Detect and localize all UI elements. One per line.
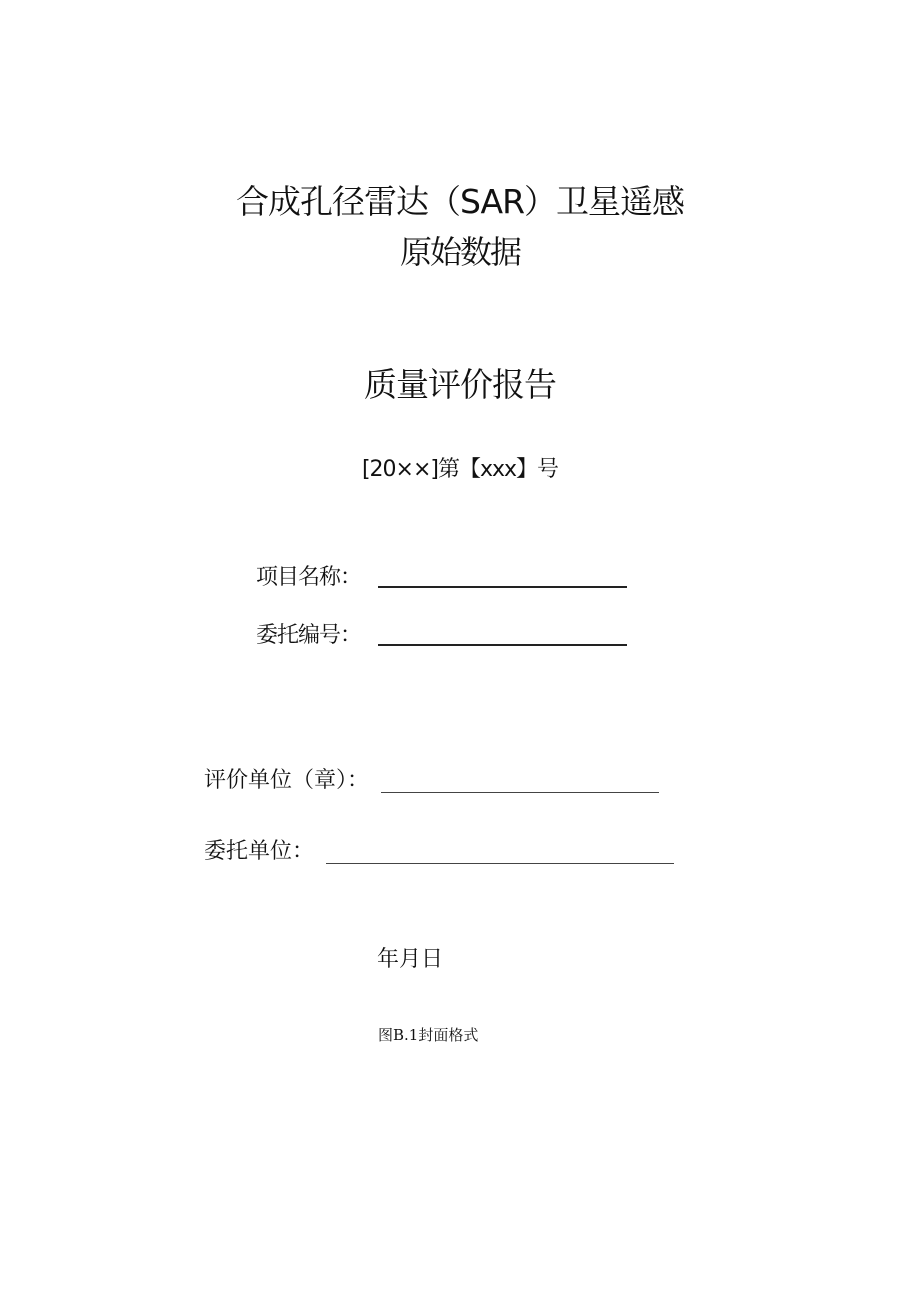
commission-number-blank-line[interactable] bbox=[378, 644, 627, 646]
figure-caption: 图B.1封面格式 bbox=[378, 1026, 479, 1044]
report-title: 质量评价报告 bbox=[364, 365, 556, 404]
commission-number-label: 委托编号： bbox=[256, 623, 362, 648]
project-name-field bbox=[256, 562, 627, 594]
report-number: [20××]第【xxx】号 bbox=[361, 457, 559, 482]
date-text: 年月日 bbox=[377, 947, 444, 972]
evaluation-unit-field bbox=[204, 765, 659, 797]
client-unit-label: 委托单位： bbox=[204, 839, 315, 864]
commission-number-field bbox=[256, 620, 627, 652]
client-unit-blank-line[interactable] bbox=[326, 863, 674, 864]
evaluation-unit-blank-line[interactable] bbox=[381, 792, 659, 793]
project-name-blank-line[interactable] bbox=[378, 586, 627, 588]
cover-title-line1: 合成孔径雷达（SAR）卫星遥感 bbox=[235, 182, 685, 221]
evaluation-unit-label: 评价单位（章）： bbox=[204, 768, 370, 793]
client-unit-field bbox=[204, 836, 674, 868]
project-name-label: 项目名称： bbox=[256, 565, 362, 590]
cover-title-line2: 原始数据 bbox=[399, 233, 520, 271]
